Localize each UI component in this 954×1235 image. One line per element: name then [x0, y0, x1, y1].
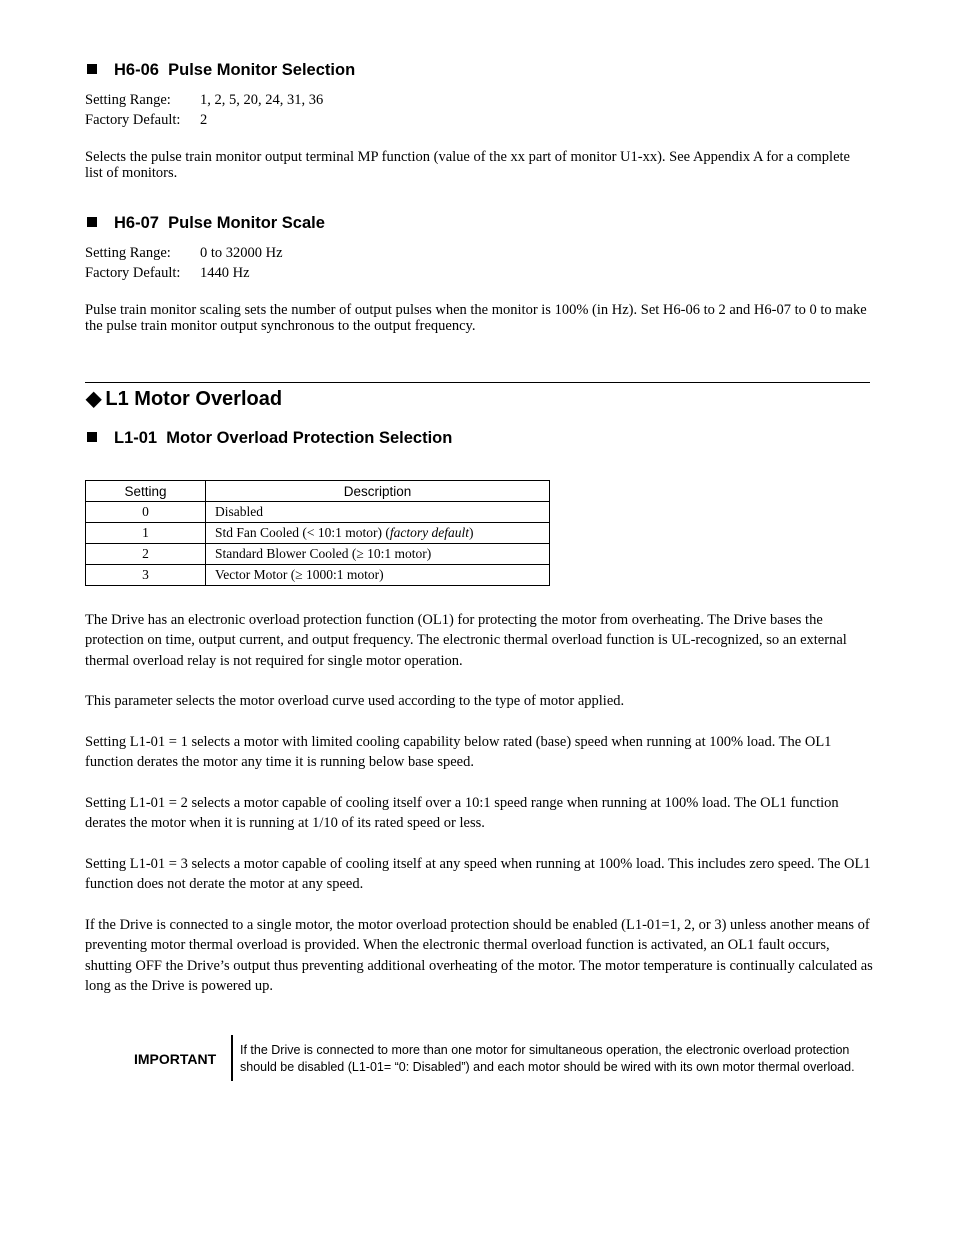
table-header-row [86, 481, 550, 502]
factory-default-note: factory default [389, 525, 469, 540]
h6-06-settings [85, 90, 323, 130]
body-paragraph: If the Drive is connected to a single motor, the motor overload protection should be enabled (L1-01=1, 2, or 3) unless another means of preventing motor thermal overload is provided. When the electronic thermal overload function is activated, an OL1 fault occurs, shutting OFF the Drive’s output thus preventing additional overheating of the motor. The motor temperature is continually calculated as long as the Drive is powered up. [85, 917, 873, 994]
description-text: Std Fan Cooled (< 10:1 motor) ( [215, 525, 390, 540]
param-title: Motor Overload Protection Selection [166, 429, 453, 447]
body-paragraph: This parameter selects the motor overload curve used according to the type of motor applied. [85, 693, 625, 709]
h6-07-description: Pulse train monitor scaling sets the number of output pulses when the monitor is 100% (in Hz). Set H6-06 to 2 and H6-07 to 0 to make the pulse train monitor output synchronous to the output frequency. [85, 302, 867, 334]
param-title: Pulse Monitor Selection [168, 61, 356, 79]
factory-default-value: 2 [200, 112, 208, 128]
setting-range-label: Setting Range: [85, 92, 171, 108]
important-label: IMPORTANT [134, 1051, 217, 1067]
description-cell: Disabled [206, 502, 550, 523]
column-header-description: Description [206, 481, 550, 502]
diamond-bullet-icon: ◆ [86, 388, 102, 410]
heading-h6-06 [87, 61, 355, 80]
heading-h6-07 [87, 214, 325, 233]
description-cell [206, 523, 550, 544]
setting-cell: 2 [86, 544, 206, 565]
param-code: L1-01 [114, 429, 158, 447]
setting-cell: 1 [86, 523, 206, 544]
table-row [86, 502, 550, 523]
description-cell: Vector Motor (≥ 1000:1 motor) [206, 565, 550, 586]
settings-table [85, 480, 550, 586]
section-heading [86, 386, 282, 411]
important-divider [231, 1035, 233, 1081]
table-row [86, 523, 550, 544]
square-bullet-icon [87, 64, 97, 74]
setting-cell: 0 [86, 502, 206, 523]
important-text: If the Drive is connected to more than one motor for simultaneous operation, the electronic overload protection should be disabled (L1-01= “0: Disabled”) and each motor should be wired with its own motor thermal overload. [240, 1043, 855, 1074]
section-title: L1 Motor Overload [105, 388, 283, 410]
factory-default-value: 1440 Hz [200, 265, 250, 281]
setting-range-label: Setting Range: [85, 245, 171, 261]
setting-range-value: 0 to 32000 Hz [200, 245, 283, 261]
param-code: H6-07 [114, 214, 159, 232]
heading-l1-01 [87, 429, 452, 448]
square-bullet-icon [87, 432, 97, 442]
setting-cell: 3 [86, 565, 206, 586]
description-cell: Standard Blower Cooled (≥ 10:1 motor) [206, 544, 550, 565]
square-bullet-icon [87, 217, 97, 227]
table-row [86, 565, 550, 586]
h6-06-description: Selects the pulse train monitor output terminal MP function (value of the xx part of monitor U1-xx). See Appendix A for a complete list of monitors. [85, 149, 850, 181]
setting-range-value: 1, 2, 5, 20, 24, 31, 36 [200, 92, 324, 108]
column-header-setting: Setting [86, 481, 206, 502]
body-paragraph: Setting L1-01 = 3 selects a motor capable of cooling itself at any speed when running at 100% load. This includes zero speed. The OL1 function does not derate the motor at any speed. [85, 856, 871, 893]
param-code: H6-06 [114, 61, 159, 79]
body-paragraph: Setting L1-01 = 2 selects a motor capable of cooling itself over a 10:1 speed range when running at 100% load. The OL1 function derates the motor when it is running at 1/10 of its rated speed or less. [85, 795, 839, 832]
h6-07-settings [85, 243, 283, 283]
section-divider [85, 382, 870, 383]
body-paragraph: The Drive has an electronic overload protection function (OL1) for protecting the motor from overheating. The Drive bases the protection on time, output current, and output frequency. The electronic thermal overload function is UL-recognized, so an external thermal overload relay is not required for single motor operation. [85, 612, 847, 669]
table-row [86, 544, 550, 565]
factory-default-label: Factory Default: [85, 112, 181, 128]
body-paragraph: Setting L1-01 = 1 selects a motor with limited cooling capability below rated (base) speed when running at 100% load. The OL1 function derates the motor any time it is running below base speed. [85, 734, 832, 771]
param-title: Pulse Monitor Scale [168, 214, 325, 232]
factory-default-label: Factory Default: [85, 265, 181, 281]
description-tail: ) [468, 525, 474, 540]
